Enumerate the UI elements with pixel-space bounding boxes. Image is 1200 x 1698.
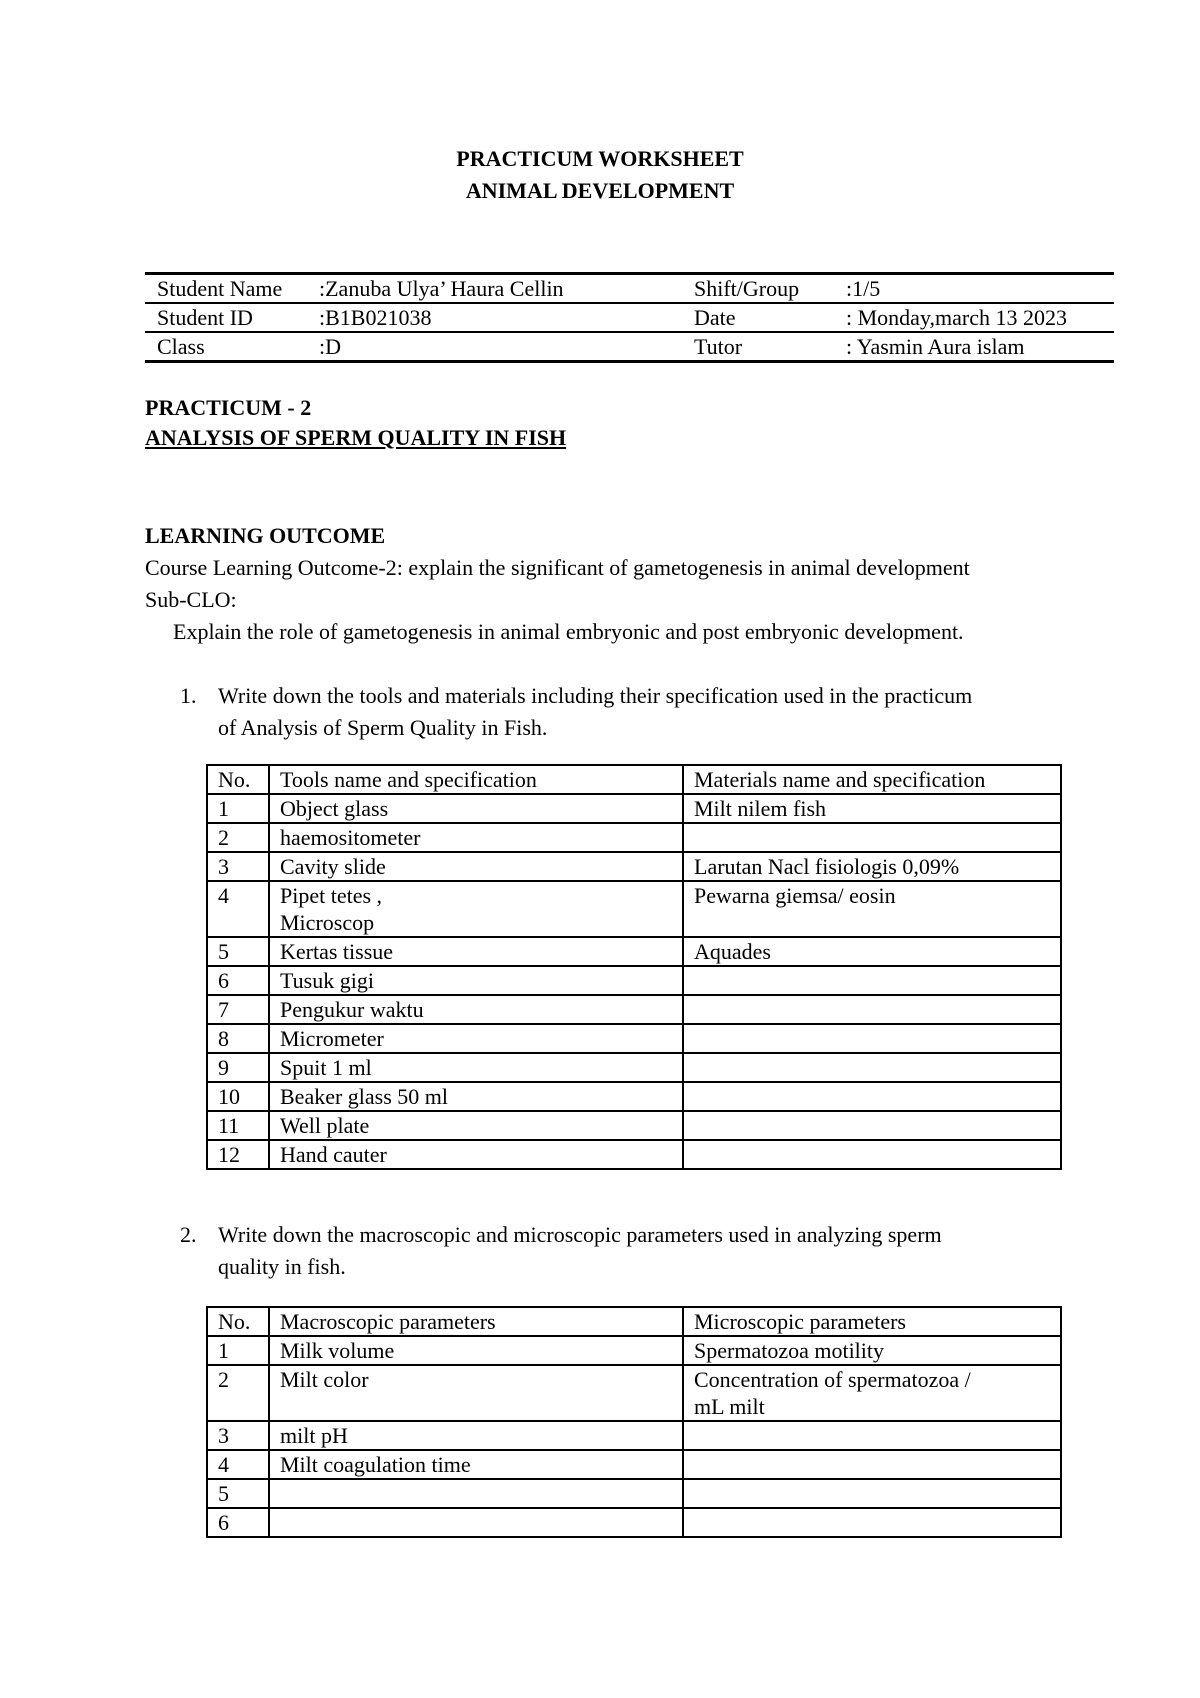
table-cell: Milt nilem fish	[683, 794, 1061, 823]
practicum-title: ANALYSIS OF SPERM QUALITY IN FISH	[145, 425, 567, 450]
table-row	[207, 1053, 1061, 1082]
table-cell: haemositometer	[269, 823, 683, 852]
table-cell: 1	[207, 794, 269, 823]
table-cell: 2	[207, 1365, 269, 1421]
sub-clo-label: Sub-CLO:	[145, 587, 237, 612]
table-cell	[683, 966, 1061, 995]
question-2-line: quality in fish.	[218, 1254, 346, 1279]
table-row	[207, 937, 1061, 966]
table-cell: Spermatozoa motility	[683, 1336, 1061, 1365]
info-row	[145, 303, 1114, 332]
info-value: :Zanuba Ulya’ Haura Cellin	[307, 274, 682, 304]
table-cell: Pipet tetes , Microscop	[269, 881, 683, 937]
table-cell	[269, 1479, 683, 1508]
table-cell: 8	[207, 1024, 269, 1053]
table-cell: Pewarna giemsa/ eosin	[683, 881, 1061, 937]
tools-materials-table	[206, 764, 1062, 1170]
document-title: PRACTICUM WORKSHEET	[456, 146, 744, 171]
info-value: :B1B021038	[307, 303, 682, 332]
table-row	[207, 881, 1061, 937]
table-row	[207, 1336, 1061, 1365]
table-cell: 5	[207, 1479, 269, 1508]
info-label: Tutor	[682, 332, 834, 362]
table-cell: Pengukur waktu	[269, 995, 683, 1024]
table-row	[207, 1365, 1061, 1421]
table-cell	[683, 995, 1061, 1024]
table-cell: 6	[207, 1508, 269, 1537]
table-cell: 3	[207, 1421, 269, 1450]
question-2-line: Write down the macroscopic and microscopic parameters used in analyzing sperm	[218, 1222, 942, 1247]
table-cell: Beaker glass 50 ml	[269, 1082, 683, 1111]
student-info-table	[145, 272, 1114, 363]
table-header-cell: Macroscopic parameters	[269, 1307, 683, 1336]
table-header-cell: Tools name and specification	[269, 765, 683, 794]
question-1-number: 1.	[180, 683, 197, 708]
info-value: : Monday,march 13 2023	[834, 303, 1114, 332]
table-header-cell: Materials name and specification	[683, 765, 1061, 794]
table-row	[207, 1479, 1061, 1508]
table-cell	[683, 1508, 1061, 1537]
table-cell: 7	[207, 995, 269, 1024]
table-cell: Milt color	[269, 1365, 683, 1421]
question-1-line: Write down the tools and materials including their specification used in the practicum	[218, 683, 973, 708]
info-value: :1/5	[834, 274, 1114, 304]
table-cell: Tusuk gigi	[269, 966, 683, 995]
table-row	[207, 1140, 1061, 1169]
info-value: :D	[307, 332, 682, 362]
table-cell: Aquades	[683, 937, 1061, 966]
table-cell: Kertas tissue	[269, 937, 683, 966]
table-cell: Concentration of spermatozoa / mL milt	[683, 1365, 1061, 1421]
question-2-number: 2.	[180, 1222, 197, 1247]
learning-outcome-heading: LEARNING OUTCOME	[145, 523, 386, 548]
table-cell: 2	[207, 823, 269, 852]
table-row	[207, 1450, 1061, 1479]
document-subtitle: ANIMAL DEVELOPMENT	[465, 178, 735, 203]
info-row	[145, 332, 1114, 362]
table-cell: 3	[207, 852, 269, 881]
table-cell	[683, 1082, 1061, 1111]
info-label: Class	[145, 332, 307, 362]
info-label: Student ID	[145, 303, 307, 332]
table-cell	[683, 823, 1061, 852]
table-cell	[683, 1479, 1061, 1508]
table-cell: 6	[207, 966, 269, 995]
table-cell: 4	[207, 1450, 269, 1479]
table-cell: 1	[207, 1336, 269, 1365]
table-cell: Milt coagulation time	[269, 1450, 683, 1479]
table-row	[207, 966, 1061, 995]
table-header-row	[207, 1307, 1061, 1336]
parameters-table	[206, 1306, 1062, 1538]
table-cell: 9	[207, 1053, 269, 1082]
table-cell: Hand cauter	[269, 1140, 683, 1169]
table-cell: 10	[207, 1082, 269, 1111]
table-cell	[683, 1450, 1061, 1479]
table-cell: Well plate	[269, 1111, 683, 1140]
table-cell: Micrometer	[269, 1024, 683, 1053]
table-cell: Spuit 1 ml	[269, 1053, 683, 1082]
table-row	[207, 995, 1061, 1024]
table-cell	[683, 1140, 1061, 1169]
info-label: Date	[682, 303, 834, 332]
table-cell	[683, 1421, 1061, 1450]
table-row	[207, 1024, 1061, 1053]
table-row	[207, 1111, 1061, 1140]
info-value: : Yasmin Aura islam	[834, 332, 1114, 362]
info-label: Student Name	[145, 274, 307, 304]
table-row	[207, 1421, 1061, 1450]
table-row	[207, 823, 1061, 852]
sub-clo-text: Explain the role of gametogenesis in animal embryonic and post embryonic development.	[173, 619, 964, 644]
table-cell	[683, 1024, 1061, 1053]
table-header-cell: No.	[207, 765, 269, 794]
table-header-row	[207, 765, 1061, 794]
table-header-cell: Microscopic parameters	[683, 1307, 1061, 1336]
course-learning-outcome: Course Learning Outcome-2: explain the significant of gametogenesis in animal development	[145, 555, 970, 580]
table-cell: milt pH	[269, 1421, 683, 1450]
table-cell: Cavity slide	[269, 852, 683, 881]
table-cell: Larutan Nacl fisiologis 0,09%	[683, 852, 1061, 881]
info-row	[145, 274, 1114, 304]
question-1-line: of Analysis of Sperm Quality in Fish.	[218, 715, 548, 740]
info-label: Shift/Group	[682, 274, 834, 304]
table-cell: 4	[207, 881, 269, 937]
table-cell	[683, 1111, 1061, 1140]
table-cell: 11	[207, 1111, 269, 1140]
table-row	[207, 852, 1061, 881]
table-cell: 12	[207, 1140, 269, 1169]
table-row	[207, 794, 1061, 823]
table-header-cell: No.	[207, 1307, 269, 1336]
table-cell: Object glass	[269, 794, 683, 823]
practicum-number: PRACTICUM - 2	[145, 395, 312, 420]
table-cell	[269, 1508, 683, 1537]
table-row	[207, 1082, 1061, 1111]
table-row	[207, 1508, 1061, 1537]
table-cell: 5	[207, 937, 269, 966]
table-cell	[683, 1053, 1061, 1082]
table-cell: Milk volume	[269, 1336, 683, 1365]
